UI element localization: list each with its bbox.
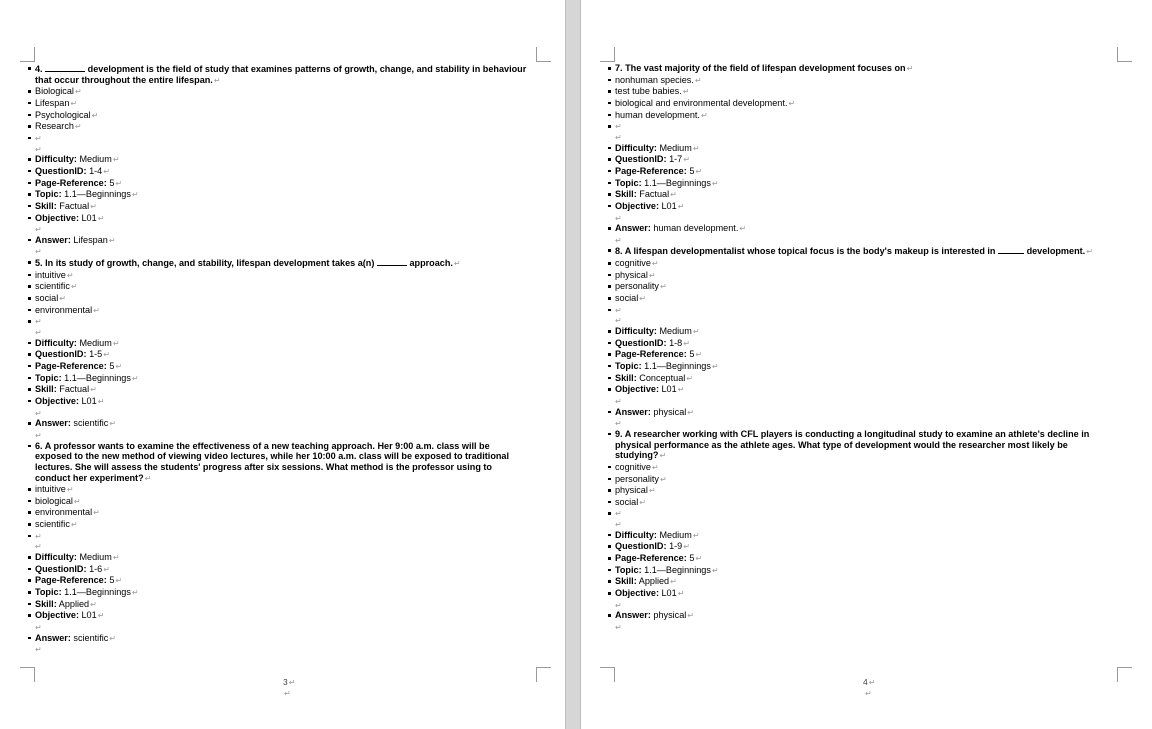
answer: Answer: scientific↵	[28, 633, 538, 645]
meta-objective: Objective: L01↵	[28, 213, 538, 225]
option: human development.↵	[608, 110, 1128, 122]
paragraph-mark: ↵	[865, 689, 872, 698]
meta-question-id: QuestionID: 1-5↵	[28, 349, 538, 361]
meta-objective: Objective: L01↵	[28, 396, 538, 408]
option: intuitive↵	[28, 270, 538, 282]
document-page-3	[0, 0, 565, 729]
option: Biological↵	[28, 86, 538, 98]
question-stem: 8. A lifespan developmentalist whose topical focus is the body's makeup is interested in development.↵	[608, 245, 1128, 258]
option: Psychological↵	[28, 110, 538, 122]
page-number: 4↵	[863, 677, 876, 687]
option: Lifespan↵	[28, 98, 538, 110]
margin-corner-bottom-left	[20, 667, 35, 682]
blank-line: ↵	[35, 408, 42, 418]
blank-line: ↵	[615, 235, 622, 245]
question-stem-cont: exposed to the new method of viewing video lectures, while her 10:00 a.m. class will be exposed to traditional	[35, 451, 510, 462]
empty-bullet: ↵	[608, 305, 1128, 316]
margin-corner-bottom-left	[600, 667, 615, 682]
document-page-4	[581, 0, 1152, 729]
option: social↵	[28, 293, 538, 305]
meta-topic: Topic: 1.1—Beginnings↵	[28, 373, 538, 385]
blank-line: ↵	[35, 645, 42, 655]
blank-line: ↵	[615, 520, 622, 530]
blank-line: ↵	[35, 623, 42, 632]
question-stem-cont: conduct her experiment?↵	[35, 472, 152, 483]
meta-topic: Topic: 1.1—Beginnings↵	[28, 189, 538, 201]
margin-corner-top-right	[1117, 47, 1132, 62]
meta-objective: Objective: L01↵	[28, 610, 538, 622]
meta-skill: Skill: Factual↵	[28, 384, 538, 396]
margin-corner-bottom-right	[536, 667, 551, 682]
blank-line: ↵	[615, 132, 622, 142]
option: Research↵	[28, 121, 538, 133]
option: nonhuman species.↵	[608, 75, 1128, 87]
meta-objective: Objective: L01↵	[608, 588, 1128, 600]
page-3-body[interactable]	[28, 63, 538, 655]
blank-line: ↵	[35, 144, 42, 154]
meta-question-id: QuestionID: 1-8↵	[608, 338, 1128, 350]
page-gutter-edge	[565, 0, 566, 729]
answer: Answer: Lifespan↵	[28, 235, 538, 247]
meta-page-reference: Page-Reference: 5↵	[608, 166, 1128, 178]
blank-line: ↵	[615, 316, 622, 326]
meta-topic: Topic: 1.1—Beginnings↵	[608, 178, 1128, 190]
meta-difficulty: Difficulty: Medium↵	[608, 143, 1128, 155]
question-stem-cont: physical performance as the athlete ages. What type of development would the researcher most likely be	[615, 439, 1068, 450]
meta-difficulty: Difficulty: Medium↵	[608, 326, 1128, 338]
meta-question-id: QuestionID: 1-4↵	[28, 166, 538, 178]
option: cognitive↵	[608, 258, 1128, 270]
meta-question-id: QuestionID: 1-6↵	[28, 564, 538, 576]
option: test tube babies.↵	[608, 86, 1128, 98]
blank-line: ↵	[35, 328, 42, 338]
meta-skill: Skill: Applied↵	[608, 576, 1128, 588]
blank-line: ↵	[35, 430, 42, 440]
blank-line: ↵	[35, 225, 42, 235]
empty-bullet: ↵	[608, 508, 1128, 519]
question-stem-cont: lectures. She will assess the students' progress after six sessions. What method is the professor using to	[35, 461, 492, 472]
question-stem: 9. A researcher working with CFL players is conducting a longitudinal study to examine an athlete's decline in	[608, 429, 1128, 440]
question-stem-cont: that occur throughout the entire lifespan.↵	[35, 74, 221, 85]
blank-line: ↵	[615, 213, 622, 223]
blank-line: ↵	[615, 622, 622, 632]
answer: Answer: human development.↵	[608, 223, 1128, 235]
option: cognitive↵	[608, 462, 1128, 474]
meta-question-id: QuestionID: 1-7↵	[608, 154, 1128, 166]
meta-difficulty: Difficulty: Medium↵	[28, 154, 538, 166]
option: intuitive↵	[28, 484, 538, 496]
page-4-body[interactable]	[608, 63, 1128, 633]
blank-line: ↵	[615, 396, 622, 406]
empty-bullet: ↵	[28, 316, 538, 327]
option: social↵	[608, 497, 1128, 509]
question-stem: 5. In its study of growth, change, and stability, lifespan development takes a(n) approach.↵	[28, 257, 538, 270]
answer: Answer: physical↵	[608, 610, 1128, 622]
answer: Answer: physical↵	[608, 407, 1128, 419]
meta-topic: Topic: 1.1—Beginnings↵	[28, 587, 538, 599]
blank-line: ↵	[615, 419, 622, 429]
meta-difficulty: Difficulty: Medium↵	[28, 338, 538, 350]
empty-bullet: ↵	[28, 531, 538, 542]
option: biological and environmental development.↵	[608, 98, 1128, 110]
blank-line: ↵	[615, 600, 622, 610]
option: environmental↵	[28, 507, 538, 519]
question-stem: 7. The vast majority of the field of lifespan development focuses on↵	[608, 63, 1128, 75]
empty-bullet: ↵	[28, 133, 538, 144]
meta-page-reference: Page-Reference: 5↵	[28, 361, 538, 373]
paragraph-mark: ↵	[284, 689, 291, 698]
margin-corner-top-right	[536, 47, 551, 62]
meta-objective: Objective: L01↵	[608, 201, 1128, 213]
meta-skill: Skill: Factual↵	[608, 189, 1128, 201]
option: biological↵	[28, 496, 538, 508]
page-number: 3↵	[283, 677, 296, 687]
option: social↵	[608, 293, 1128, 305]
answer: Answer: scientific↵	[28, 418, 538, 430]
option: personality↵	[608, 281, 1128, 293]
meta-skill: Skill: Applied↵	[28, 599, 538, 611]
meta-question-id: QuestionID: 1-9↵	[608, 541, 1128, 553]
blank-line: ↵	[35, 542, 42, 552]
option: scientific↵	[28, 281, 538, 293]
margin-corner-bottom-right	[1117, 667, 1132, 682]
question-stem-cont: studying?↵	[615, 450, 667, 461]
meta-objective: Objective: L01↵	[608, 384, 1128, 396]
option: environmental↵	[28, 305, 538, 317]
meta-page-reference: Page-Reference: 5↵	[28, 178, 538, 190]
empty-bullet: ↵	[608, 121, 1128, 132]
question-stem: 6. A professor wants to examine the effectiveness of a new teaching approach. Her 9:00 a.m. class will be	[28, 441, 538, 452]
option: scientific↵	[28, 519, 538, 531]
option: physical↵	[608, 485, 1128, 497]
option: physical↵	[608, 270, 1128, 282]
margin-corner-top-left	[600, 47, 615, 62]
meta-difficulty: Difficulty: Medium↵	[608, 530, 1128, 542]
question-stem: 4. development is the field of study that examines patterns of growth, change, and stability in behaviour	[28, 63, 538, 75]
margin-corner-top-left	[20, 47, 35, 62]
meta-skill: Skill: Conceptual↵	[608, 373, 1128, 385]
meta-page-reference: Page-Reference: 5↵	[608, 349, 1128, 361]
meta-difficulty: Difficulty: Medium↵	[28, 552, 538, 564]
meta-skill: Skill: Factual↵	[28, 201, 538, 213]
blank-line: ↵	[35, 247, 42, 257]
option: personality↵	[608, 474, 1128, 486]
meta-page-reference: Page-Reference: 5↵	[28, 575, 538, 587]
meta-page-reference: Page-Reference: 5↵	[608, 553, 1128, 565]
meta-topic: Topic: 1.1—Beginnings↵	[608, 565, 1128, 577]
meta-topic: Topic: 1.1—Beginnings↵	[608, 361, 1128, 373]
